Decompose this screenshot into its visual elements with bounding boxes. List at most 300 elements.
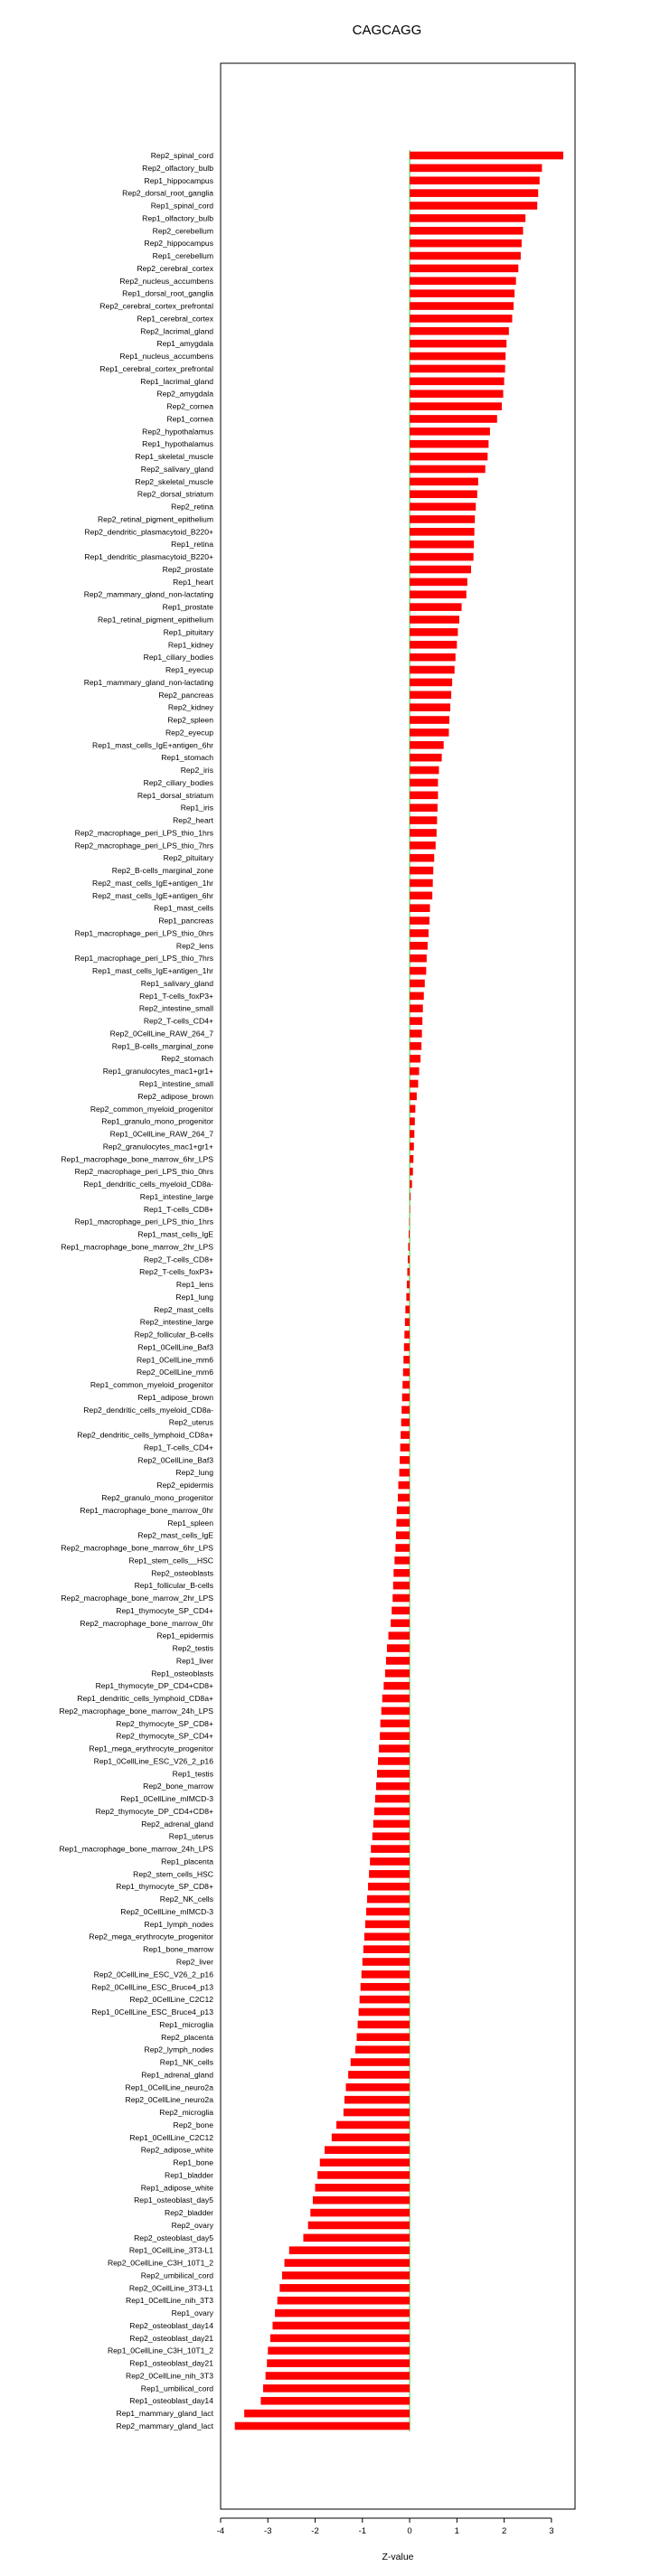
bar	[410, 465, 486, 474]
category-label: Rep2_thymocyte_SP_CD4+	[116, 1731, 213, 1741]
category-label: Rep2_cerebral_cortex_prefrontal	[99, 301, 213, 311]
category-label: Rep2_T-cells_CD8+	[143, 1255, 213, 1264]
bar	[355, 2045, 410, 2054]
category-label: Rep1_T-cells_foxP3+	[139, 991, 213, 1001]
bar	[371, 1845, 410, 1853]
bar	[409, 1230, 410, 1238]
category-label: Rep2_0CellLine_C3H_10T1_2	[107, 2258, 213, 2268]
bar	[410, 453, 487, 461]
bar	[410, 929, 429, 937]
bar	[410, 490, 477, 498]
bar	[410, 766, 439, 775]
x-tick-label: 3	[549, 2526, 554, 2536]
category-label: Rep2_NK_cells	[159, 1894, 213, 1904]
category-label: Rep2_granulo_mono_progenitor	[101, 1492, 213, 1502]
category-label: Rep2_bone_marrow	[143, 1782, 213, 1791]
category-label: Rep2_uterus	[168, 1417, 213, 1427]
bar	[402, 1394, 410, 1402]
category-label: Rep1_liver	[175, 1656, 213, 1666]
category-label: Rep2_0CellLine_ESC_Bruce4_p13	[91, 1982, 213, 1992]
category-label: Rep1_T-cells_CD4+	[143, 1443, 213, 1453]
bar	[410, 541, 474, 549]
bar	[410, 315, 512, 323]
category-label: Rep1_umbilical_cord	[140, 2383, 213, 2393]
bar	[378, 1757, 410, 1765]
category-label: Rep1_dorsal_root_ganglia	[122, 288, 213, 298]
bar	[410, 628, 458, 636]
bar	[386, 1657, 410, 1665]
category-label: Rep1_thymocyte_DP_CD4+CD8+	[95, 1681, 213, 1691]
category-label: Rep2_mast_cells_IgE	[137, 1530, 213, 1540]
bar	[344, 2096, 410, 2104]
bar	[410, 189, 538, 197]
category-label: Rep2_thymocyte_SP_CD8+	[116, 1718, 213, 1728]
bar	[362, 1970, 410, 1979]
category-label: Rep2_nucleus_accumbens	[119, 276, 213, 286]
category-label: Rep2_adrenal_gland	[141, 1819, 213, 1829]
category-label: Rep1_adipose_white	[140, 2183, 213, 2193]
bar	[268, 2346, 410, 2355]
category-label: Rep1_dendritic_plasmacytoid_B220+	[84, 552, 213, 562]
x-tick-label: -2	[311, 2526, 319, 2536]
bar	[376, 1782, 410, 1791]
category-label: Rep2_lung	[175, 1468, 213, 1478]
bar	[275, 2309, 410, 2317]
category-label: Rep2_mega_erythrocyte_progenitor	[89, 1932, 213, 1941]
bar	[363, 1958, 410, 1966]
category-label: Rep2_dendritic_cells_lymphoid_CD8a+	[77, 1430, 213, 1440]
category-label: Rep2_stem_cells_HSC	[133, 1869, 213, 1879]
category-label: Rep1_bone_marrow	[143, 1944, 213, 1954]
bar	[410, 402, 502, 410]
bar	[382, 1695, 410, 1703]
category-label: Rep1_ovary	[171, 2308, 213, 2318]
category-label: Rep2_dendritic_cells_myeloid_CD8a-	[83, 1405, 213, 1415]
bar	[410, 265, 518, 273]
category-label: Rep2_microglia	[159, 2108, 213, 2118]
category-label: Rep2_T-cells_foxP3+	[139, 1267, 213, 1277]
category-label: Rep2_macrophage_peri_LPS_thio_7hrs	[74, 841, 213, 851]
category-label: Rep1_osteoblasts	[151, 1669, 213, 1678]
bar	[410, 1017, 422, 1025]
bar	[401, 1418, 410, 1426]
category-label: Rep1_lung	[175, 1292, 213, 1302]
category-label: Rep1_microglia	[159, 2019, 213, 2029]
bar	[410, 954, 427, 963]
category-label: Rep1_0CellLine_3T3-L1	[128, 2245, 213, 2255]
bar	[359, 2008, 410, 2017]
category-label: Rep2_spinal_cord	[150, 151, 213, 160]
category-label: Rep2_mammary_gland_lact	[116, 2421, 213, 2430]
bar	[410, 1180, 412, 1189]
category-label: Rep2_macrophage_bone_marrow_2hr_LPS	[61, 1594, 213, 1603]
category-label: Rep2_macrophage_peri_LPS_thio_0hrs	[74, 1167, 213, 1177]
category-label: Rep1_0CellLine_mIMCD-3	[120, 1794, 213, 1804]
bar	[397, 1507, 410, 1515]
category-label: Rep1_eyecup	[165, 665, 213, 675]
category-label: Rep2_placenta	[161, 2032, 213, 2042]
bar	[393, 1569, 410, 1577]
bar	[404, 1343, 410, 1351]
bar	[401, 1431, 410, 1439]
category-label: Rep1_macrophage_bone_marrow_2hr_LPS	[61, 1242, 213, 1252]
category-label: Rep1_dendritic_cells_myeloid_CD8a-	[83, 1180, 213, 1189]
bar	[410, 779, 438, 787]
category-label: Rep1_kidney	[167, 640, 213, 650]
bar	[303, 2234, 410, 2242]
category-label: Rep1_macrophage_peri_LPS_thio_7hrs	[74, 954, 213, 964]
category-label: Rep2_prostate	[162, 564, 213, 574]
bar	[407, 1268, 410, 1276]
category-label: Rep2_lens	[175, 941, 213, 951]
category-label: Rep1_heart	[173, 577, 213, 587]
bar	[369, 1870, 410, 1878]
bar	[410, 879, 433, 888]
category-label: Rep2_ciliary_bodies	[143, 777, 213, 787]
bar	[410, 754, 442, 762]
category-label: Rep1_mast_cells_IgE	[137, 1229, 213, 1239]
category-label: Rep1_lymph_nodes	[144, 1919, 213, 1929]
bar	[366, 1908, 410, 1916]
category-label: Rep1_osteoblast_day5	[134, 2195, 213, 2205]
category-label: Rep1_cerebral_cortex	[137, 314, 213, 324]
category-label: Rep1_macrophage_peri_LPS_thio_1hrs	[74, 1217, 213, 1227]
bar	[410, 1080, 418, 1088]
category-label: Rep1_prostate	[162, 602, 213, 612]
bar	[360, 1996, 410, 2004]
bar	[410, 691, 451, 699]
category-label: Rep2_heart	[173, 815, 213, 825]
category-label: Rep1_pituitary	[163, 627, 213, 637]
category-label: Rep2_hippocampus	[144, 239, 213, 249]
bar	[410, 590, 467, 598]
category-label: Rep2_retinal_pigment_epithelium	[97, 514, 213, 524]
category-label: Rep2_intestine_large	[139, 1317, 213, 1327]
bar	[266, 2372, 410, 2380]
bar	[332, 2133, 410, 2141]
category-label: Rep1_follicular_B-cells	[134, 1581, 213, 1591]
category-label: Rep1_T-cells_CD8+	[143, 1204, 213, 1214]
category-label: Rep2_pituitary	[163, 853, 213, 863]
category-label: Rep2_cornea	[166, 401, 213, 411]
bar	[370, 1857, 410, 1866]
bar	[410, 528, 475, 536]
bar	[396, 1518, 410, 1527]
bar	[373, 1820, 410, 1829]
category-label: Rep1_B-cells_marginal_zone	[111, 1041, 213, 1051]
bar	[410, 703, 450, 711]
category-label: Rep2_macrophage_peri_LPS_thio_1hrs	[74, 828, 213, 838]
category-label: Rep2_common_myeloid_progenitor	[90, 1104, 213, 1114]
bar	[410, 980, 425, 988]
category-label: Rep1_salivary_gland	[140, 978, 213, 988]
bar	[410, 1055, 420, 1063]
category-label: Rep2_iris	[180, 766, 213, 776]
bar	[325, 2146, 410, 2154]
category-label: Rep2_umbilical_cord	[140, 2270, 213, 2280]
category-label: Rep1_common_myeloid_progenitor	[90, 1380, 213, 1390]
bar	[410, 428, 490, 436]
bar	[410, 603, 461, 611]
bar	[410, 967, 426, 975]
bar	[367, 1895, 410, 1904]
category-label: Rep2_follicular_B-cells	[134, 1330, 213, 1340]
category-label: Rep2_intestine_small	[138, 1003, 213, 1013]
category-label: Rep1_retinal_pigment_epithelium	[97, 615, 213, 625]
category-label: Rep2_adipose_brown	[137, 1091, 213, 1101]
category-label: Rep2_liver	[175, 1957, 213, 1967]
category-label: Rep1_cornea	[166, 414, 213, 424]
bar	[389, 1631, 410, 1640]
bar	[391, 1619, 410, 1627]
bar	[410, 741, 444, 749]
category-label: Rep2_0CellLine_C2C12	[129, 1995, 213, 2005]
category-label: Rep2_skeletal_muscle	[135, 476, 213, 486]
bar	[368, 1883, 410, 1891]
bar	[410, 716, 449, 724]
plot-frame	[221, 63, 575, 2509]
category-label: Rep1_olfactory_bulb	[142, 213, 213, 223]
bar	[410, 1042, 421, 1050]
bar	[279, 2284, 410, 2292]
category-label: Rep2_0CellLine_neuro2a	[125, 2095, 213, 2105]
bar	[310, 2209, 410, 2217]
bar	[410, 816, 437, 824]
x-tick-label: -3	[264, 2526, 272, 2536]
bar	[364, 1932, 410, 1941]
bar	[282, 2271, 410, 2280]
category-label: Rep2_testis	[172, 1643, 213, 1653]
category-label: Rep1_bone	[173, 2158, 213, 2167]
bar	[410, 566, 471, 574]
category-label: Rep2_mammary_gland_non-lactating	[83, 589, 213, 599]
category-label: Rep2_adipose_white	[140, 2145, 213, 2155]
category-label: Rep2_granulocytes_mac1+gr1+	[102, 1142, 213, 1152]
bar	[410, 478, 478, 486]
x-tick-label: 0	[407, 2526, 412, 2536]
category-label: Rep1_retina	[171, 540, 213, 550]
bar	[379, 1744, 410, 1753]
bar	[385, 1669, 410, 1678]
category-label: Rep2_dorsal_striatum	[137, 489, 213, 499]
category-label: Rep1_ciliary_bodies	[143, 653, 213, 663]
bar	[403, 1368, 410, 1377]
bar	[235, 2422, 410, 2430]
bar	[410, 515, 475, 523]
category-label: Rep2_mast_cells_IgE+antigen_6hr	[91, 890, 213, 900]
category-label: Rep2_salivary_gland	[140, 464, 213, 474]
bar	[410, 365, 505, 373]
category-label: Rep1_0CellLine_ESC_Bruce4_p13	[91, 2007, 213, 2017]
category-label: Rep1_macrophage_peri_LPS_thio_0hrs	[74, 928, 213, 938]
bar	[278, 2297, 410, 2305]
bar	[408, 1243, 410, 1251]
category-label: Rep1_0CellLine_nih_3T3	[126, 2296, 213, 2306]
bar	[375, 1795, 410, 1803]
category-label: Rep2_osteoblast_day5	[134, 2233, 213, 2242]
bar	[399, 1481, 410, 1490]
category-label: Rep1_0CellLine_ESC_V26_2_p16	[93, 1756, 213, 1766]
category-label: Rep1_spleen	[167, 1518, 213, 1528]
bar	[410, 152, 563, 160]
category-label: Rep2_thymocyte_DP_CD4+CD8+	[95, 1806, 213, 1816]
bar	[410, 227, 523, 235]
category-label: Rep1_granulocytes_mac1+gr1+	[102, 1067, 213, 1076]
bar	[410, 240, 522, 248]
category-label: Rep1_macrophage_bone_marrow_0hr	[80, 1505, 213, 1515]
chart-title: CAGCAGG	[352, 23, 422, 38]
bar	[410, 1130, 414, 1138]
bar	[377, 1770, 410, 1778]
category-label: Rep1_placenta	[161, 1857, 213, 1866]
bar	[410, 729, 448, 737]
bar	[365, 1921, 410, 1929]
category-label: Rep1_lens	[175, 1280, 213, 1290]
bar	[410, 666, 455, 674]
bar	[270, 2335, 410, 2343]
category-label: Rep1_adipose_brown	[137, 1392, 213, 1402]
bar	[410, 1117, 415, 1125]
bar	[316, 2184, 410, 2192]
bar	[410, 503, 476, 511]
category-label: Rep2_spleen	[167, 715, 213, 725]
bar	[344, 2109, 410, 2117]
category-label: Rep2_pancreas	[158, 690, 213, 700]
bar	[336, 2121, 410, 2129]
category-label: Rep1_dorsal_striatum	[137, 790, 213, 800]
x-tick-label: 1	[454, 2526, 459, 2536]
bar	[410, 289, 514, 297]
bar	[373, 1832, 410, 1840]
bar	[410, 553, 474, 561]
bar	[410, 252, 521, 260]
bar	[410, 578, 467, 587]
bar	[348, 2071, 410, 2079]
bar	[320, 2158, 410, 2167]
bar	[410, 214, 525, 222]
x-axis-label: Z-value	[382, 2552, 414, 2562]
category-label: Rep1_0CellLine_mm6	[136, 1355, 213, 1365]
category-label: Rep2_hypothalamus	[142, 427, 213, 437]
bar	[410, 1142, 414, 1151]
bar	[392, 1607, 410, 1615]
bar	[392, 1594, 410, 1603]
bar	[410, 791, 438, 799]
bar	[410, 327, 509, 335]
bar	[395, 1544, 410, 1552]
bar	[410, 1029, 422, 1038]
category-label: Rep2_0CellLine_RAW_264_7	[109, 1029, 213, 1039]
bar	[404, 1330, 410, 1339]
bar	[410, 992, 424, 1001]
category-label: Rep1_0CellLine_Baf3	[137, 1342, 213, 1352]
bar	[410, 1168, 413, 1176]
bar	[382, 1707, 410, 1716]
category-label: Rep1_epidermis	[156, 1631, 213, 1641]
bar	[401, 1443, 410, 1452]
bar	[289, 2246, 410, 2254]
category-label: Rep2_0CellLine_mIMCD-3	[120, 1906, 213, 1916]
category-label: Rep2_T-cells_CD4+	[143, 1016, 213, 1026]
bar	[410, 942, 428, 950]
bar	[410, 616, 459, 624]
bar	[410, 302, 514, 310]
category-label: Rep1_adrenal_gland	[141, 2070, 213, 2080]
category-label: Rep1_0CellLine_neuro2a	[125, 2082, 213, 2092]
category-label: Rep2_B-cells_marginal_zone	[111, 866, 213, 876]
bar	[410, 1105, 415, 1113]
bar	[410, 841, 436, 850]
category-label: Rep2_epidermis	[156, 1481, 213, 1490]
category-label: Rep1_0CellLine_C3H_10T1_2	[107, 2346, 213, 2355]
category-label: Rep2_kidney	[167, 702, 213, 712]
category-label: Rep1_osteoblast_day21	[129, 2358, 213, 2368]
bar	[405, 1318, 410, 1326]
bar	[410, 1004, 423, 1012]
category-label: Rep1_mast_cells_IgE+antigen_6hr	[91, 740, 213, 750]
bar	[387, 1644, 410, 1652]
category-label: Rep1_intestine_small	[138, 1079, 213, 1089]
category-label: Rep1_macrophage_bone_marrow_24h_LPS	[59, 1844, 213, 1854]
bar	[400, 1469, 410, 1477]
bar	[410, 340, 506, 348]
category-label: Rep2_osteoblast_day14	[129, 2320, 213, 2330]
category-label: Rep2_olfactory_bulb	[142, 163, 213, 173]
bar	[401, 1406, 410, 1415]
bar	[410, 917, 429, 925]
bar	[410, 378, 505, 386]
bar	[410, 202, 537, 210]
category-label: Rep1_lacrimal_gland	[140, 376, 213, 386]
category-label: Rep2_mast_cells_IgE+antigen_1hr	[91, 878, 213, 888]
category-label: Rep2_macrophage_bone_marrow_0hr	[80, 1618, 213, 1628]
category-label: Rep1_hypothalamus	[142, 439, 213, 449]
bar	[410, 277, 516, 285]
category-label: Rep1_amygdala	[156, 339, 213, 349]
category-label: Rep1_pancreas	[158, 916, 213, 926]
category-label: Rep1_thymocyte_SP_CD4+	[116, 1605, 213, 1615]
category-label: Rep1_spinal_cord	[150, 201, 213, 211]
category-label: Rep1_stem_cells__HSC	[128, 1556, 213, 1565]
category-label: Rep1_skeletal_muscle	[135, 452, 213, 462]
bar	[380, 1732, 410, 1740]
bar	[410, 176, 540, 184]
category-label: Rep2_osteoblasts	[151, 1568, 213, 1578]
bar	[263, 2384, 410, 2393]
bar	[405, 1306, 410, 1314]
bar	[408, 1255, 410, 1264]
bar	[381, 1720, 410, 1728]
bar	[272, 2322, 410, 2330]
bar	[410, 641, 457, 649]
category-label: Rep1_NK_cells	[159, 2057, 213, 2067]
category-label: Rep2_0CellLine_nih_3T3	[126, 2371, 213, 2381]
bar	[346, 2083, 410, 2092]
category-label: Rep2_0CellLine_3T3-L1	[128, 2283, 213, 2293]
category-label: Rep1_iris	[180, 803, 213, 813]
bar	[267, 2359, 410, 2367]
category-label: Rep2_macrophage_bone_marrow_6hr_LPS	[61, 1543, 213, 1553]
category-label: Rep1_osteoblast_day14	[129, 2396, 213, 2406]
category-label: Rep1_mammary_gland_lact	[116, 2409, 213, 2419]
category-label: Rep1_dendritic_cells_lymphoid_CD8a+	[77, 1694, 213, 1704]
bar	[407, 1281, 410, 1289]
category-label: Rep1_mega_erythrocyte_progenitor	[89, 1744, 213, 1753]
category-label: Rep1_nucleus_accumbens	[119, 352, 213, 362]
bar	[410, 854, 434, 862]
bar	[402, 1381, 410, 1389]
bar	[313, 2196, 410, 2205]
